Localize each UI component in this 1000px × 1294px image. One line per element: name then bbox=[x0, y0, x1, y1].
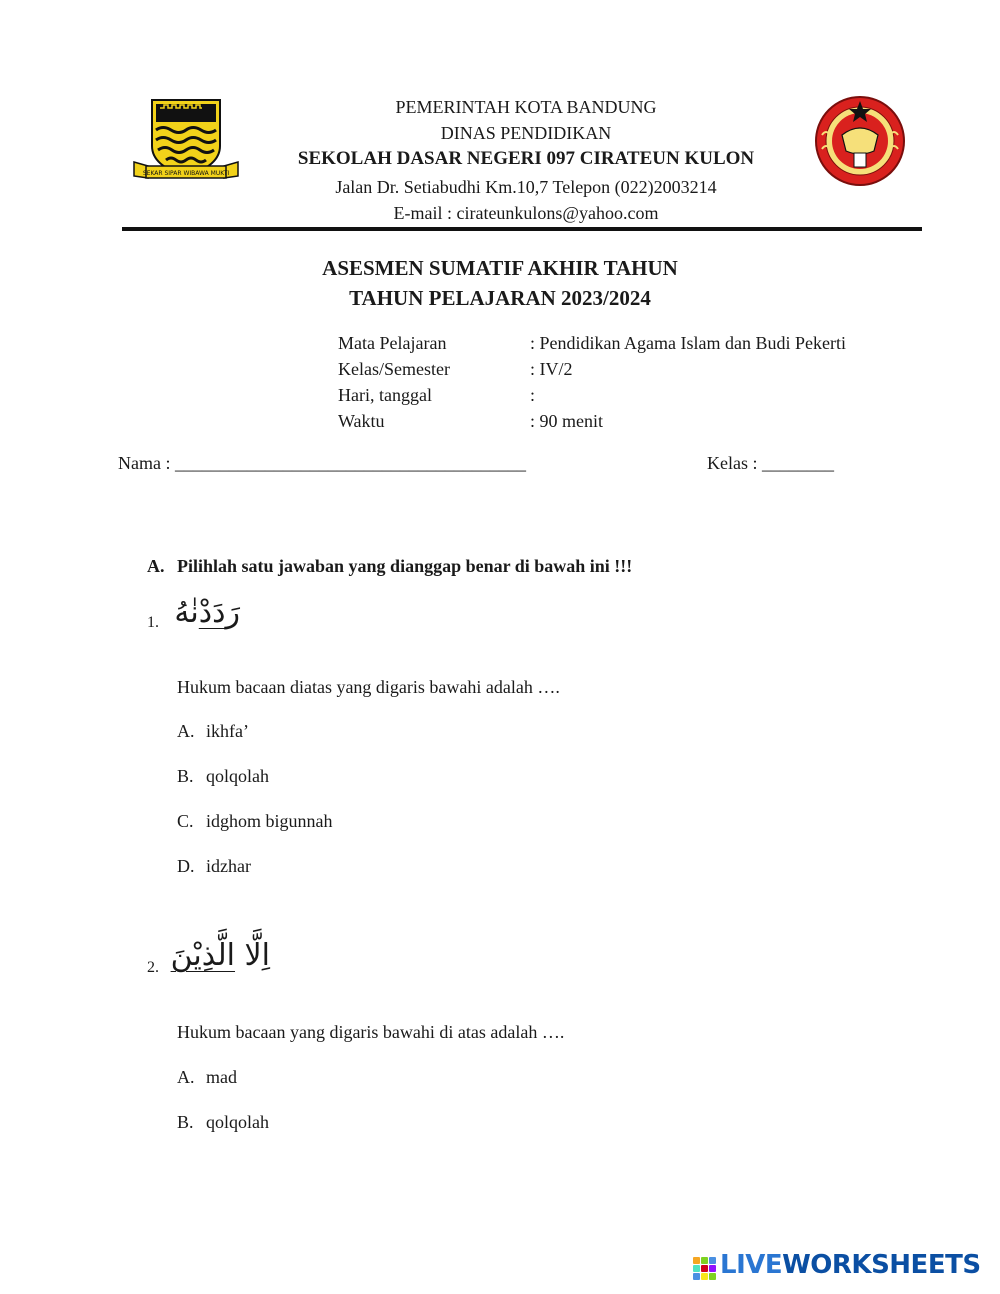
liveworksheets-watermark bbox=[720, 1250, 981, 1280]
exam-title: ASESMEN SUMATIF AKHIR TAHUN bbox=[322, 256, 678, 280]
header-school-name: SEKOLAH DASAR NEGERI 097 CIRATEUN KULON bbox=[297, 148, 755, 169]
q2-option-a-text[interactable]: mad bbox=[206, 1067, 237, 1087]
question-1-prompt: Hukum bacaan diatas yang digaris bawahi adalah …. bbox=[177, 677, 560, 697]
meta-date-value: : bbox=[530, 385, 536, 405]
question-1-arabic-underlined: دَدْ bbox=[198, 595, 226, 630]
q2-option-b-text[interactable]: qolqolah bbox=[206, 1112, 269, 1132]
meta-class-value: : IV/2 bbox=[530, 359, 573, 379]
question-1-arabic bbox=[170, 595, 240, 630]
question-2-number: 2. bbox=[147, 959, 159, 976]
q1-option-b-letter[interactable]: B. bbox=[177, 766, 194, 786]
liveworksheets-grid-icon bbox=[693, 1257, 717, 1281]
q2-option-b-letter[interactable]: B. bbox=[177, 1112, 194, 1132]
question-2-arabic-before: اِلَّا bbox=[235, 938, 270, 973]
meta-time-value: : 90 menit bbox=[530, 411, 603, 431]
meta-time-label: Waktu bbox=[338, 411, 385, 431]
q1-option-a-text[interactable]: ikhfa’ bbox=[206, 721, 249, 741]
q1-option-d-letter[interactable]: D. bbox=[177, 856, 195, 876]
q2-option-a-letter[interactable]: A. bbox=[177, 1067, 195, 1087]
section-instruction: Pilihlah satu jawaban yang dianggap benar di bawah ini !!! bbox=[177, 556, 633, 576]
watermark-live: LIVE bbox=[720, 1250, 783, 1280]
question-2-arabic bbox=[170, 938, 270, 973]
exam-year: TAHUN PELAJARAN 2023/2024 bbox=[349, 286, 651, 310]
q1-option-c-text[interactable]: idghom bigunnah bbox=[206, 811, 333, 831]
header-address: Jalan Dr. Setiabudhi Km.10,7 Telepon (022)2003214 bbox=[335, 177, 717, 197]
q1-option-a-letter[interactable]: A. bbox=[177, 721, 195, 741]
student-name-field[interactable]: Nama : _______________________________________ bbox=[118, 453, 526, 473]
question-1-number: 1. bbox=[147, 614, 159, 631]
meta-subject-label: Mata Pelajaran bbox=[338, 333, 447, 353]
header-email: E-mail : cirateunkulons@yahoo.com bbox=[393, 203, 659, 223]
header-divider bbox=[122, 227, 922, 231]
header-government: PEMERINTAH KOTA BANDUNG bbox=[395, 97, 657, 117]
question-2-prompt: Hukum bacaan yang digaris bawahi di atas adalah …. bbox=[177, 1022, 565, 1042]
meta-subject-value: : Pendidikan Agama Islam dan Budi Pekerti bbox=[530, 333, 846, 353]
question-2-arabic-underlined: الَّذِيْنَ bbox=[170, 938, 236, 973]
question-1-arabic-after: نٰهُ bbox=[174, 595, 199, 630]
q1-option-c-letter[interactable]: C. bbox=[177, 811, 194, 831]
header-department: DINAS PENDIDIKAN bbox=[440, 123, 612, 143]
student-class-field[interactable]: Kelas : ________ bbox=[707, 453, 834, 473]
crest-banner-text: SEKAR SIPAR WIBAWA MUKTI bbox=[142, 170, 230, 177]
question-1-arabic-before: رَ bbox=[225, 595, 240, 630]
section-letter: A. bbox=[147, 556, 165, 576]
q1-option-b-text[interactable]: qolqolah bbox=[206, 766, 269, 786]
meta-class-label: Kelas/Semester bbox=[338, 359, 450, 379]
q1-option-d-text[interactable]: idzhar bbox=[206, 856, 251, 876]
meta-date-label: Hari, tanggal bbox=[338, 385, 432, 405]
watermark-worksheets: WORKSHEETS bbox=[782, 1250, 981, 1280]
